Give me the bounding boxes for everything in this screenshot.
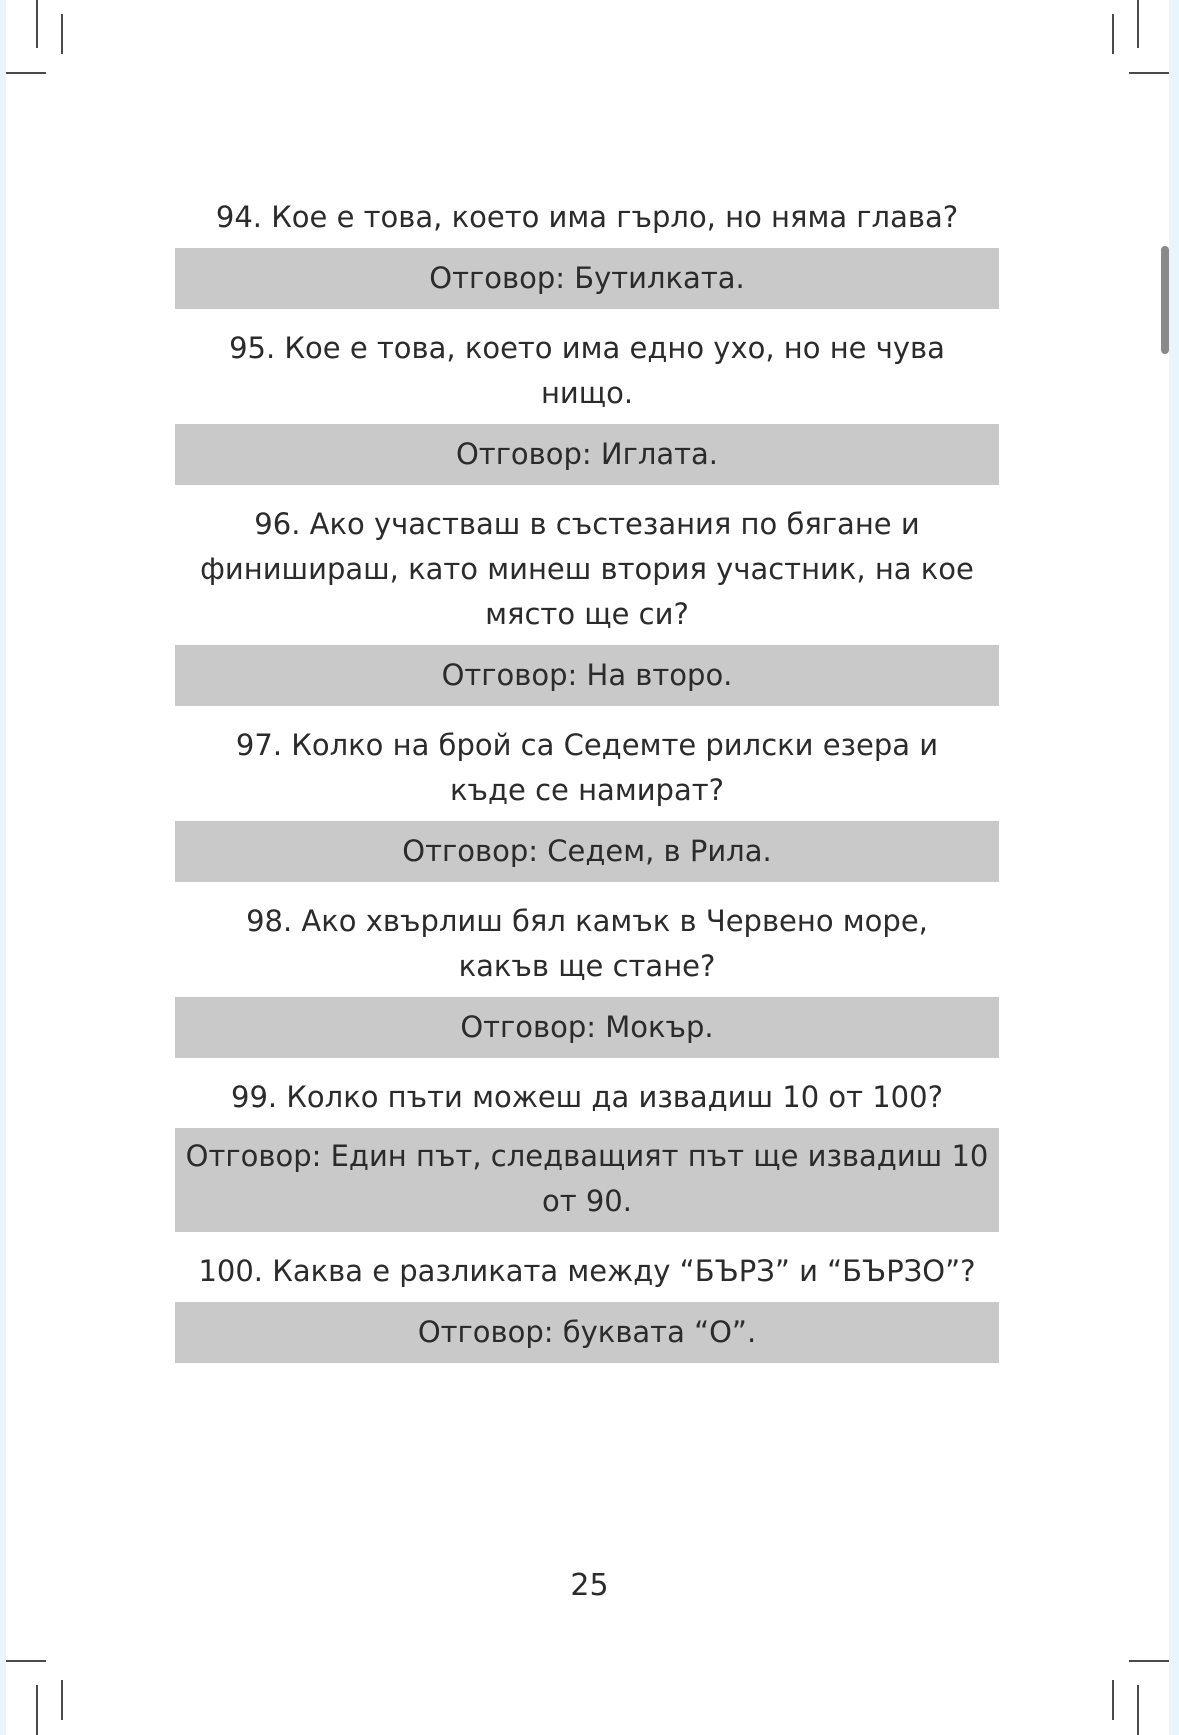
crop-mark — [6, 72, 46, 74]
crop-mark — [61, 1680, 63, 1720]
crop-mark — [6, 1660, 46, 1662]
crop-mark — [36, 1685, 38, 1735]
riddle-answer: Отговор: Седем, в Рила. — [175, 821, 999, 882]
riddle-question: 96. Ако участваш в състезания по бягане и финишираш, като минеш втория участник, на кое място ще си? — [200, 507, 974, 631]
riddle-question: 100. Каква е разликата между “БЪРЗ” и “БЪРЗО”? — [198, 1254, 976, 1288]
crop-mark — [1112, 14, 1114, 54]
riddle-answer: Отговор: Един път, следващият път ще извадиш 10 от 90. — [175, 1128, 999, 1232]
crop-mark — [1137, 0, 1139, 48]
crop-mark — [1137, 1685, 1139, 1735]
scrollbar-thumb[interactable] — [1161, 246, 1169, 354]
page-number: 25 — [570, 1568, 609, 1603]
riddle-list — [175, 195, 999, 1380]
riddle-answer: Отговор: Иглата. — [175, 424, 999, 485]
crop-mark — [36, 0, 38, 48]
crop-mark — [61, 14, 63, 54]
riddle-question: 94. Кое е това, което има гърло, но няма глава? — [215, 200, 959, 234]
crop-mark — [1129, 72, 1169, 74]
riddle-answer: Отговор: Мокър. — [175, 997, 999, 1058]
riddle-answer: Отговор: буквата “О”. — [175, 1302, 999, 1363]
riddle-answer: Отговор: Бутилката. — [175, 248, 999, 309]
riddle-question: 99. Колко пъти можеш да извадиш 10 от 100? — [231, 1080, 943, 1114]
riddle-question: 97. Колко на брой са Седемте рилски езера и къде се намират? — [235, 728, 939, 807]
riddle-answer: Отговор: На второ. — [175, 645, 999, 706]
crop-mark — [1129, 1660, 1169, 1662]
riddle-question: 95. Кое е това, което има едно ухо, но не чува нищо. — [229, 331, 945, 410]
riddle-question: 98. Ако хвърлиш бял камък в Червено море, какъв ще стане? — [246, 904, 928, 983]
crop-mark — [1112, 1680, 1114, 1720]
